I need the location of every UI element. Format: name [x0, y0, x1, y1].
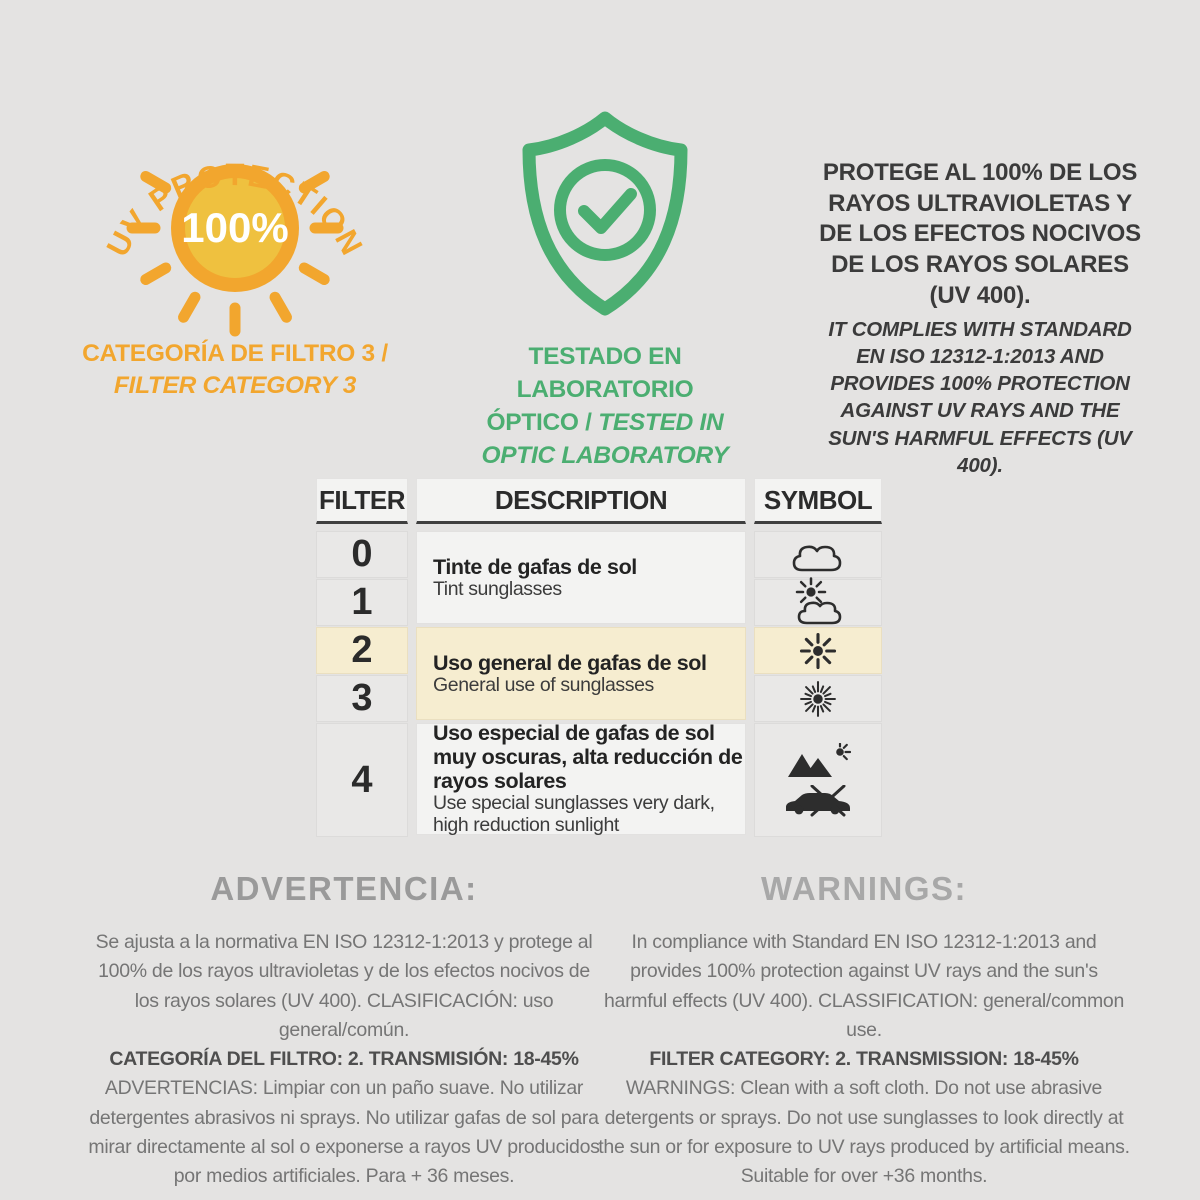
filter-category-table [316, 478, 882, 835]
filter-3-cell: 3 [316, 675, 408, 722]
header-description: DESCRIPTION [416, 478, 746, 524]
car-crossed-out-icon [782, 785, 854, 817]
protection-statement-en: IT COMPLIES WITH STANDARD EN ISO 12312-1:2013 AND PROVIDES 100% PROTECTION AGAINST UV RAYS AND THE SUN'S HARMFUL EFFECTS (UV 400). [828, 317, 1132, 477]
description-general-es: Uso general de gafas de sol [433, 650, 707, 675]
protection-statement [812, 158, 1148, 479]
lab-caption-line2 [440, 406, 770, 439]
shield-check-icon [505, 106, 705, 320]
filter-4-cell: 4 [316, 723, 408, 837]
warnings-es-paragraph1: Se ajusta a la normativa EN ISO 12312-1:2013 y protege al 100% de los rayos ultravioletas y de los efectos nocivos de los rayos solares (UV 400). CLASIFICACIÓN: uso general/común. [95, 931, 593, 1041]
lab-caption-line3: OPTIC LABORATORY [481, 442, 729, 470]
lab-caption-line2-regular: ÓPTICO / [486, 409, 599, 437]
description-tint-es: Tinte de gafas de sol [433, 554, 637, 579]
filter-2-cell: 2 [316, 627, 408, 674]
table-header-row [316, 478, 882, 524]
uv-protection-sun-icon [85, 80, 385, 338]
warnings-en-category-line: FILTER CATEGORY: 2. TRANSMISSION: 18-45% [649, 1048, 1079, 1070]
warnings-en-title: WARNINGS: [761, 870, 967, 907]
symbol-2-cell [754, 627, 882, 674]
warnings-spanish-block [84, 870, 604, 1191]
lab-caption-line1: TESTADO EN LABORATORIO [516, 343, 694, 404]
warnings-english-block [598, 870, 1130, 1191]
table-body [316, 531, 882, 835]
header-symbol: SYMBOL [754, 478, 882, 524]
symbol-1-cell [754, 579, 882, 626]
warnings-en-paragraph2: WARNINGS: Clean with a soft cloth. Do not use abrasive detergents or sprays. Do not use sunglasses to look directly at the sun or for exposure to UV rays produced by artificial means. Suitable for over +36 months. [598, 1077, 1130, 1187]
warnings-es-title: ADVERTENCIA: [210, 870, 478, 907]
cloud-icon [788, 534, 848, 576]
protection-statement-es: PROTEGE AL 100% DE LOS RAYOS ULTRAVIOLETAS Y DE LOS EFECTOS NOCIVOS DE LOS RAYOS SOLARES (UV 400). [819, 159, 1141, 309]
filter-category-caption [70, 338, 400, 403]
warnings-es-category-line: CATEGORÍA DEL FILTRO: 2. TRANSMISIÓN: 18-45% [109, 1048, 579, 1070]
symbol-0-cell [754, 531, 882, 578]
lab-tested-caption [440, 340, 770, 472]
warnings-en-paragraph1: In compliance with Standard EN ISO 12312-1:2013 and provides 100% protection against UV rays and the sun's harmful effects (UV 400). CLASSIFICATION: general/common use. [603, 931, 1124, 1041]
symbol-4-cell [754, 723, 882, 837]
mountains-sun-icon [785, 743, 851, 781]
description-general-en: General use of sunglasses [433, 673, 654, 696]
filter-category-caption-en: FILTER CATEGORY 3 [113, 372, 357, 400]
header-filter: FILTER [316, 478, 408, 524]
uv-arc-text: UV PROTECTION [99, 157, 371, 263]
lab-caption-line2-italic: TESTED IN [598, 409, 724, 437]
description-special-es: Uso especial de gafas de sol muy oscuras, alta reducción de rayos solares [433, 721, 743, 794]
description-special-cell [416, 723, 746, 835]
description-general-cell [416, 627, 746, 720]
description-tint-cell [416, 531, 746, 624]
filter-0-cell: 0 [316, 531, 408, 578]
sun-strong-icon [792, 677, 844, 721]
filter-category-caption-es: CATEGORÍA DE FILTRO 3 / [82, 340, 388, 367]
symbol-3-cell [754, 675, 882, 722]
sun-behind-cloud-icon [787, 577, 849, 629]
warnings-es-paragraph2: ADVERTENCIAS: Limpiar con un paño suave. No utilizar detergentes abrasivos ni sprays. No utilizar gafas de sol para mirar directamente al sol o exponerse a rayos UV producidos por medios artificiales. Para + 36 meses. [88, 1077, 600, 1187]
uv-percent-label: 100% [181, 204, 289, 251]
filter-1-cell: 1 [316, 579, 408, 626]
sun-icon [794, 629, 842, 673]
description-special-en: Use special sunglasses very dark, high reduction sunlight [433, 792, 715, 837]
description-tint-en: Tint sunglasses [433, 577, 562, 600]
